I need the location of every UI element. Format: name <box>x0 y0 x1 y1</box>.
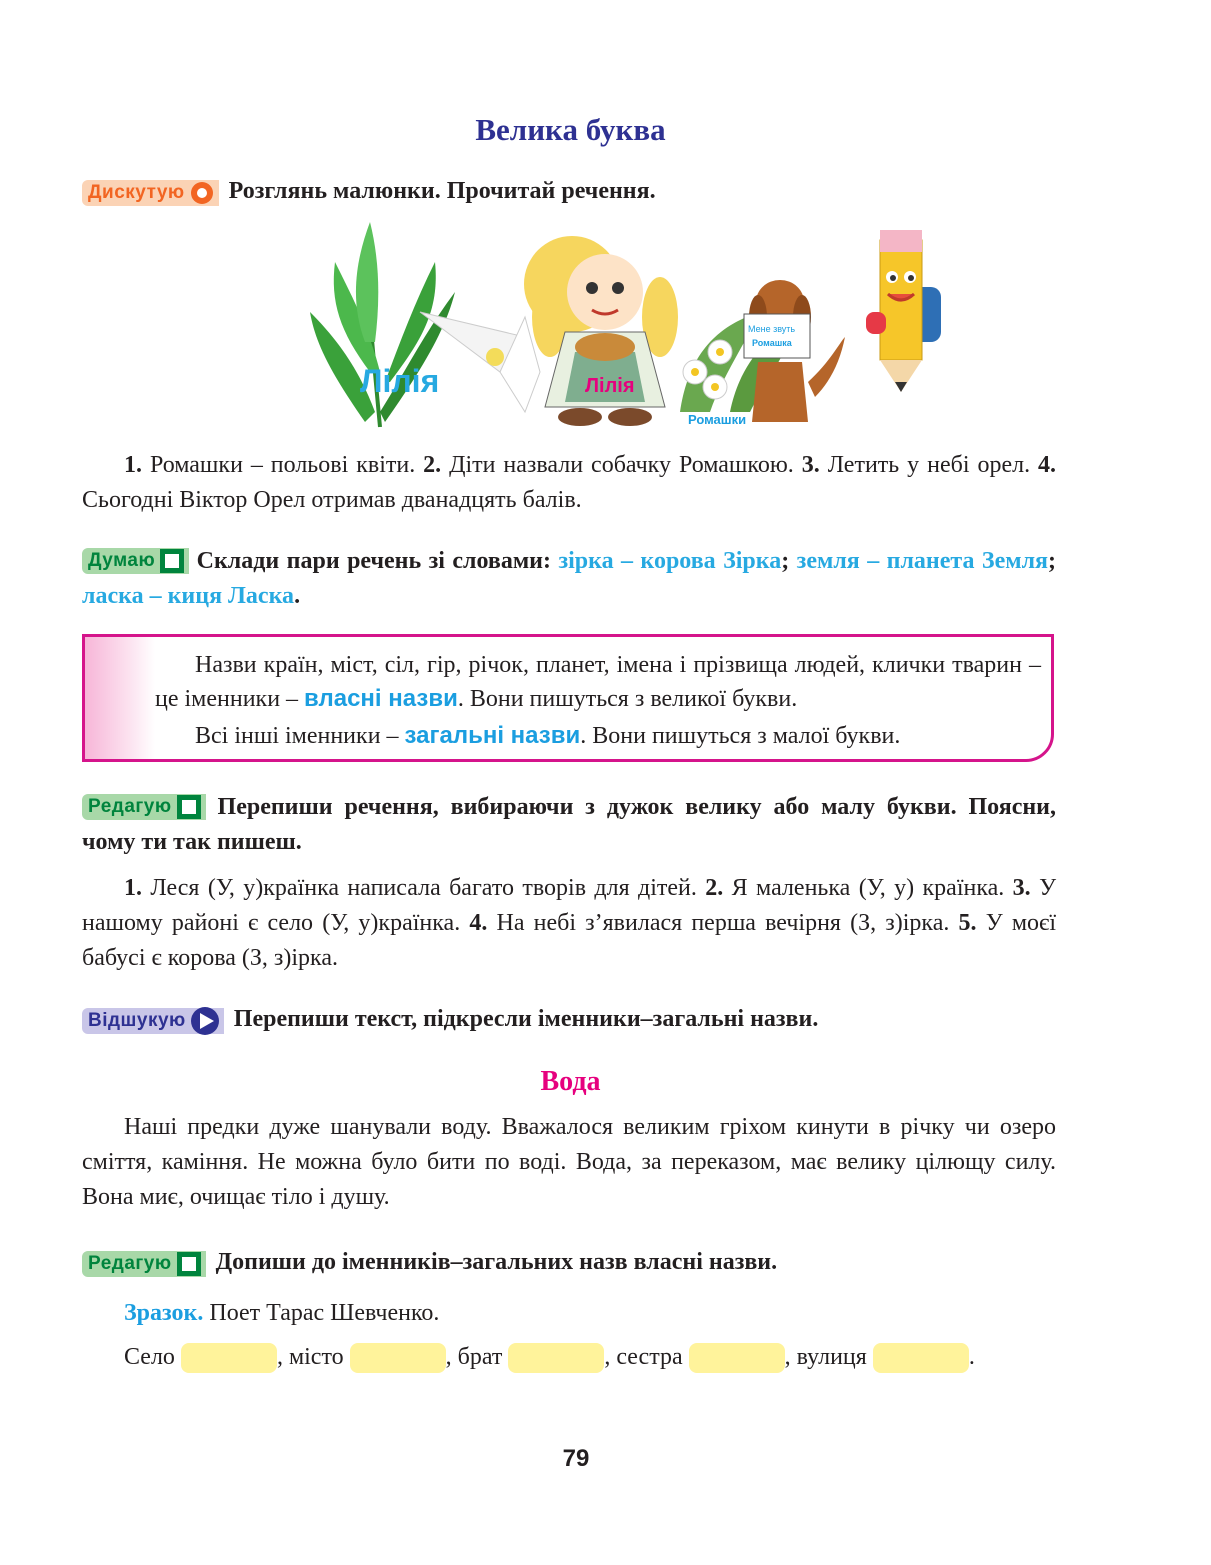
rule-paragraph-2 <box>155 719 1041 753</box>
sentence: У моєї бабусі є корова (З, з)ірка. <box>82 910 1057 971</box>
square-icon <box>176 794 202 820</box>
daisies-label: Ромашки <box>688 412 747 427</box>
rule-text <box>155 649 1041 753</box>
word-pair: земля – планета Земля <box>796 548 1049 574</box>
lily-label: Лілія <box>360 363 440 399</box>
task-instruction: Склади пари речень зі словами: <box>196 548 552 574</box>
badge-label: Відшукую <box>88 1010 186 1031</box>
fill-word: Село <box>124 1344 175 1370</box>
fill-in-line <box>124 1340 1064 1375</box>
badge-label: Редагую <box>88 796 172 817</box>
play-icon <box>190 1006 220 1036</box>
task-instruction: Перепиши текст, підкресли іменники–загальні назви. <box>233 1006 819 1032</box>
fill-word: , сестра <box>604 1344 683 1370</box>
answer-blank[interactable] <box>689 1343 785 1373</box>
dog-sign-line1: Мене звуть <box>748 324 796 334</box>
sentence: Сьогодні Віктор Орел отримав дванадцять балів. <box>82 487 582 513</box>
sentence-number: 3. <box>801 452 820 478</box>
sentences-block-2 <box>82 871 1056 976</box>
rule-text-part: . Вони пишуться з малої букви. <box>580 723 901 749</box>
example-line <box>124 1296 439 1331</box>
sentence: У нашому районі є село (У, у)країнка. <box>82 875 1057 936</box>
sentence: Летить у небі орел. <box>827 452 1031 478</box>
sentence-number: 1. <box>124 875 142 901</box>
sentence: На небі з’явилася перша вечірня (З, з)ірка. <box>496 910 950 936</box>
separator: ; <box>781 548 790 574</box>
task-edit-1 <box>82 790 1056 860</box>
girl-label: Лілія <box>585 375 635 397</box>
sentence: Діти назвали собачку Ромашкою. <box>449 452 794 478</box>
task-instruction: Допиши до іменників–загальних назв власні назви. <box>215 1249 778 1275</box>
page-number: 79 <box>562 1445 590 1472</box>
answer-blank[interactable] <box>508 1343 604 1373</box>
fill-word: , місто <box>276 1344 344 1370</box>
period: . <box>294 583 301 609</box>
sentence-number: 2. <box>705 875 724 901</box>
square-icon <box>176 1251 202 1277</box>
rule-box <box>82 634 1054 762</box>
example-label: Зразок. <box>124 1300 204 1326</box>
dog-figure <box>744 280 845 422</box>
page-title: Велика буква <box>475 112 666 147</box>
word-pair: ласка – киця Ласка <box>82 583 295 609</box>
sentence-number: 4. <box>469 910 488 936</box>
badge-discuss <box>82 180 219 206</box>
rule-text-part: . Вони пишуться з великої букви. <box>457 686 798 712</box>
badge-edit <box>82 794 206 820</box>
badge-search <box>82 1008 224 1034</box>
rule-text-part: Всі інші іменники – <box>195 723 399 749</box>
sentence-number: 3. <box>1012 875 1031 901</box>
square-icon <box>159 548 185 574</box>
rule-text-part: Назви країн, міст, сіл, гір, річок, планет, імена і прізвища людей, клички тварин – це іменники – <box>155 652 1041 712</box>
example-text: Поет Тарас Шевченко. <box>209 1300 440 1326</box>
girl-figure <box>524 236 678 426</box>
sentence-number: 1. <box>124 452 142 478</box>
sentences-block-1 <box>82 448 1056 518</box>
badge-label: Дискутую <box>88 182 185 203</box>
sentence-number: 4. <box>1038 452 1057 478</box>
period: . <box>968 1344 975 1370</box>
term-common-nouns: загальні назви <box>404 722 581 749</box>
task-edit-2 <box>82 1245 1062 1280</box>
task-discuss <box>82 174 1062 209</box>
story-text: Наші предки дуже шанували воду. Вважалося великим гріхом кинути в річку чи озеро сміття, каміння. Не можна було бити по воді. Вода, за переказом, має велику цілющу силу. Вона миє, очищає тіло і душу. <box>82 1114 1056 1210</box>
sentence-number: 5. <box>958 910 977 936</box>
badge-label: Редагую <box>88 1253 172 1274</box>
task-search <box>82 1002 1062 1037</box>
badge-label: Думаю <box>88 550 156 571</box>
answer-blank[interactable] <box>350 1343 446 1373</box>
sentence: Ромашки – польові квіти. <box>149 452 416 478</box>
task-instruction: Розглянь малюнки. Прочитай речення. <box>228 178 656 204</box>
fill-word: , вулиця <box>784 1344 867 1370</box>
term-proper-nouns: власні назви <box>304 685 458 712</box>
sentence: Я маленька (У, у) країнка. <box>731 875 1005 901</box>
sentence: Леся (У, у)країнка написала багато творів для дітей. <box>150 875 697 901</box>
fill-word: , брат <box>445 1344 503 1370</box>
separator: ; <box>1048 548 1057 574</box>
answer-blank[interactable] <box>181 1343 277 1373</box>
answer-blank[interactable] <box>873 1343 969 1373</box>
sentence-number: 2. <box>423 452 442 478</box>
pencil-mascot <box>866 230 941 392</box>
story-title: Вода <box>540 1066 601 1097</box>
dog-sign-line2: Ромашка <box>752 338 792 348</box>
circle-icon <box>189 180 215 206</box>
rule-paragraph-1 <box>155 649 1041 716</box>
task-instruction: Перепиши речення, вибираючи з дужок велику або малу букви. Поясни, чому ти так пишеш. <box>82 794 1057 855</box>
task-think <box>82 544 1056 614</box>
illustration <box>310 222 960 432</box>
badge-edit <box>82 1251 206 1277</box>
badge-think <box>82 548 189 574</box>
word-pair: зірка – корова Зірка <box>558 548 782 574</box>
